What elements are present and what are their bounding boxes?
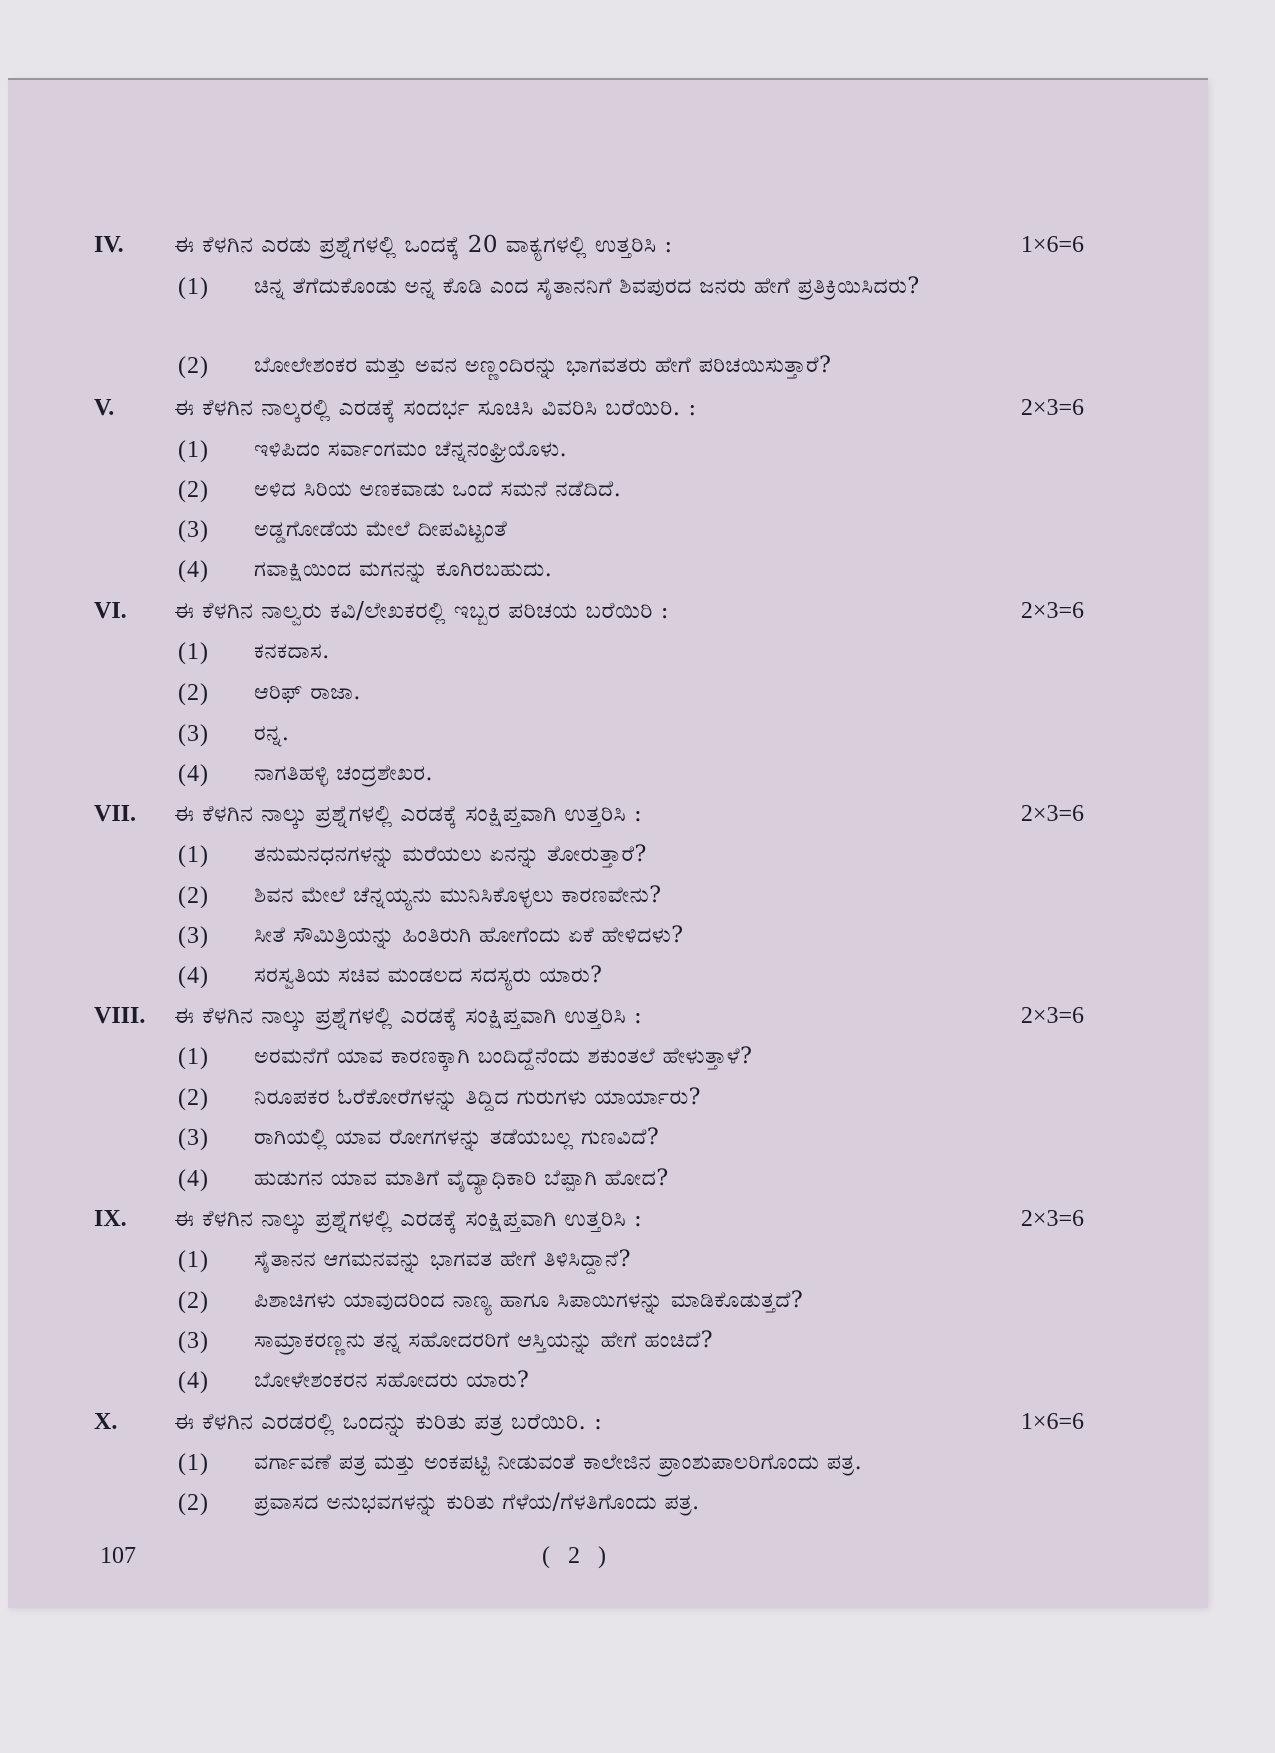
item-text: ಸರಸ್ವತಿಯ ಸಚಿವ ಮಂಡಲದ ಸದಸ್ಯರು ಯಾರು? [254,963,603,988]
question-number: IX. [94,1205,127,1232]
question-instruction: ಈ ಕೆಳಗಿನ ಎರಡರಲ್ಲಿ ಒಂದನ್ನು ಕುರಿತು ಪತ್ರ ಬರೆಯಿರಿ. : [174,1409,603,1435]
item-number: (2) [178,353,209,379]
item-text: ಆರಿಫ್ ರಾಜಾ. [254,680,361,705]
item-number: (2) [178,680,209,706]
item-text: ಹುಡುಗನ ಯಾವ ಮಾತಿಗೆ ವೈದ್ಯಾಧಿಕಾರಿ ಬೆಪ್ಪಾಗಿ ಹೋದ? [254,1166,669,1191]
item-number: (1) [178,1247,209,1273]
page-number: ( 2 ) [542,1543,612,1569]
question-item [178,267,1098,307]
paper-sheet [8,78,1208,1608]
question-item [178,1361,1098,1401]
question-marks: 1×6=6 [1020,231,1084,258]
question-item [178,1483,1098,1523]
question-marks: 1×6=6 [1020,1408,1084,1435]
item-text: ಶಿವನ ಮೇಲೆ ಚೆನ್ನಯ್ಯನು ಮುನಿಸಿಕೊಳ್ಳಲು ಕಾರಣವೇನು? [254,883,662,908]
question-heading [94,1199,1084,1239]
item-number: (4) [178,1368,209,1394]
item-text: ರಾಗಿಯಲ್ಲಿ ಯಾವ ರೋಗಗಳನ್ನು ತಡೆಯಬಲ್ಲ ಗುಣವಿದೆ? [254,1125,660,1150]
question-item [178,1159,1098,1199]
question-instruction: ಈ ಕೆಳಗಿನ ನಾಲ್ಕು ಪ್ರಶ್ನೆಗಳಲ್ಲಿ ಎರಡಕ್ಕೆ ಸಂಕ್ಷಿಪ್ತವಾಗಿ ಉತ್ತರಿಸಿ : [174,1206,643,1232]
item-number: (1) [178,1450,209,1476]
question-instruction: ಈ ಕೆಳಗಿನ ನಾಲ್ಕು ಪ್ರಶ್ನೆಗಳಲ್ಲಿ ಎರಡಕ್ಕೆ ಸಂಕ್ಷಿಪ್ತವಾಗಿ ಉತ್ತರಿಸಿ : [174,1003,643,1029]
item-text: ಸೈತಾನನ ಆಗಮನವನ್ನು ಭಾಗವತ ಹೇಗೆ ತಿಳಿಸಿದ್ದಾನೆ? [254,1247,631,1272]
item-text: ಬೋಲೇಶಂಕರ ಮತ್ತು ಅವನ ಅಣ್ಣಂದಿರನ್ನು ಭಾಗವತರು ಹೇಗೆ ಪರಿಚಯಿಸುತ್ತಾರೆ? [254,353,832,378]
item-number: (4) [178,1166,209,1192]
item-text: ರನ್ನ. [254,721,290,746]
item-number: (3) [178,721,209,747]
question-marks: 2×3=6 [1020,597,1084,624]
question-number: X. [94,1408,118,1435]
item-number: (1) [178,639,209,665]
question-heading [94,794,1084,834]
item-text: ಕನಕದಾಸ. [254,639,330,664]
item-number: (4) [178,761,209,787]
question-marks: 2×3=6 [1020,1205,1084,1232]
item-number: (1) [178,842,209,868]
item-number: (4) [178,963,209,989]
item-text: ಸಾಮ್ರಾಕರಣ್ಣನು ತನ್ನ ಸಹೋದರರಿಗೆ ಆಸ್ತಿಯನ್ನು ಹೇಗೆ ಹಂಚಿದೆ? [254,1328,714,1353]
item-number: (2) [178,883,209,909]
question-item [178,1321,1098,1361]
question-item [178,470,1098,510]
question-item [178,430,1098,470]
question-item [178,1281,1098,1321]
question-item [178,876,1098,916]
item-number: (1) [178,437,209,463]
item-text: ಪಿಶಾಚಿಗಳು ಯಾವುದರಿಂದ ನಾಣ್ಯ ಹಾಗೂ ಸಿಪಾಯಿಗಳನ್ನು ಮಾಡಿಕೊಡುತ್ತದೆ? [254,1288,804,1313]
question-marks: 2×3=6 [1020,394,1084,421]
item-text: ಬೋಳೇಶಂಕರನ ಸಹೋದರು ಯಾರು? [254,1368,530,1393]
item-number: (2) [178,1288,209,1314]
question-item [178,673,1098,713]
item-number: (3) [178,517,209,543]
question-item [178,632,1098,672]
item-text: ನಾಗತಿಹಳ್ಳಿ ಚಂದ್ರಶೇಖರ. [254,761,434,786]
item-text: ನಿರೂಪಕರ ಓರೆಕೋರೆಗಳನ್ನು ತಿದ್ದಿದ ಗುರುಗಳು ಯಾರ್ಯಾರು? [254,1085,701,1110]
question-item [178,835,1098,875]
item-text: ಪ್ರವಾಸದ ಅನುಭವಗಳನ್ನು ಕುರಿತು ಗೆಳೆಯ/ಗೆಳತಿಗೊಂದು ಪತ್ರ. [254,1490,700,1515]
item-number: (2) [178,477,209,503]
question-instruction: ಈ ಕೆಳಗಿನ ನಾಲ್ಕು ಪ್ರಶ್ನೆಗಳಲ್ಲಿ ಎರಡಕ್ಕೆ ಸಂಕ್ಷಿಪ್ತವಾಗಿ ಉತ್ತರಿಸಿ : [174,801,643,827]
question-item [178,956,1098,996]
item-text: ಅರಮನೆಗೆ ಯಾವ ಕಾರಣಕ್ಕಾಗಿ ಬಂದಿದ್ದೆನೆಂದು ಶಕುಂತಲೆ ಹೇಳುತ್ತಾಳೆ? [254,1044,753,1069]
item-text: ಅಡ್ಡಗೋಡೆಯ ಮೇಲೆ ದೀಪವಿಟ್ಟಂತೆ [254,517,508,542]
question-item [178,550,1098,590]
question-heading [94,388,1084,428]
question-item [178,1443,1098,1483]
item-text: ಸೀತೆ ಸೌಮಿತ್ರಿಯನ್ನು ಹಿಂತಿರುಗಿ ಹೋಗೆಂದು ಏಕೆ ಹೇಳಿದಳು? [254,923,684,948]
item-number: (2) [178,1085,209,1111]
item-text: ವರ್ಗಾವಣೆ ಪತ್ರ ಮತ್ತು ಅಂಕಪಟ್ಟಿ ನೀಡುವಂತೆ ಕಾಲೇಜಿನ ಪ್ರಾಂಶುಪಾಲರಿಗೊಂದು ಪತ್ರ. [254,1450,863,1475]
question-instruction: ಈ ಕೆಳಗಿನ ನಾಲ್ಕರಲ್ಲಿ ಎರಡಕ್ಕೆ ಸಂದರ್ಭ ಸೂಚಿಸಿ ವಿವರಿಸಿ ಬರೆಯಿರಿ. : [174,395,697,421]
question-content [8,80,1208,1608]
question-item [178,510,1098,550]
question-item [178,1037,1098,1077]
item-text: ಗವಾಕ್ಷಿಯಿಂದ ಮಗನನ್ನು ಕೂಗಿರಬಹುದು. [254,557,553,582]
question-number: VIII. [94,1002,146,1029]
item-text: ಅಳಿದ ಸಿರಿಯ ಅಣಕವಾಡು ಒಂದೆ ಸಮನೆ ನಡೆದಿದೆ. [254,477,622,502]
paper-code: 107 [100,1543,136,1569]
question-item [178,346,1098,386]
item-number: (1) [178,274,209,300]
question-heading [94,225,1084,265]
item-number: (1) [178,1044,209,1070]
question-item [178,1118,1098,1158]
question-marks: 2×3=6 [1020,800,1084,827]
question-instruction: ಈ ಕೆಳಗಿನ ಎರಡು ಪ್ರಶ್ನೆಗಳಲ್ಲಿ ಒಂದಕ್ಕೆ 20 ವಾಕ್ಯಗಳಲ್ಲಿ ಉತ್ತರಿಸಿ : [174,232,673,258]
question-item [178,916,1098,956]
item-number: (4) [178,557,209,583]
question-heading [94,996,1084,1036]
question-number: V. [94,394,115,421]
question-item [178,754,1098,794]
question-marks: 2×3=6 [1020,1002,1084,1029]
question-heading [94,591,1084,631]
item-number: (3) [178,1125,209,1151]
item-text: ಇಳಿಪಿದಂ ಸರ್ವಾಂಗಮಂ ಚೆನ್ನನಂಘ್ರಿಯೊಳು. [254,437,568,462]
question-heading [94,1402,1084,1442]
question-item [178,714,1098,754]
question-number: IV. [94,231,124,258]
question-item [178,1240,1098,1280]
question-number: VI. [94,597,127,624]
item-number: (2) [178,1490,209,1516]
item-text: ಚಿನ್ನ ತೆಗೆದುಕೊಂಡು ಅನ್ನ ಕೊಡಿ ಎಂದ ಸೈತಾನನಿಗೆ ಶಿವಪುರದ ಜನರು ಹೇಗೆ ಪ್ರತಿಕ್ರಿಯಿಸಿದರು? [254,274,920,299]
item-number: (3) [178,923,209,949]
question-item [178,1078,1098,1118]
item-number: (3) [178,1328,209,1354]
item-text: ತನುಮನಧನಗಳನ್ನು ಮರೆಯಲು ಏನನ್ನು ತೋರುತ್ತಾರೆ? [254,842,647,867]
question-instruction: ಈ ಕೆಳಗಿನ ನಾಲ್ವರು ಕವಿ/ಲೇಖಕರಲ್ಲಿ ಇಬ್ಬರ ಪರಿಚಯ ಬರೆಯಿರಿ : [174,598,670,624]
question-number: VII. [94,800,137,827]
